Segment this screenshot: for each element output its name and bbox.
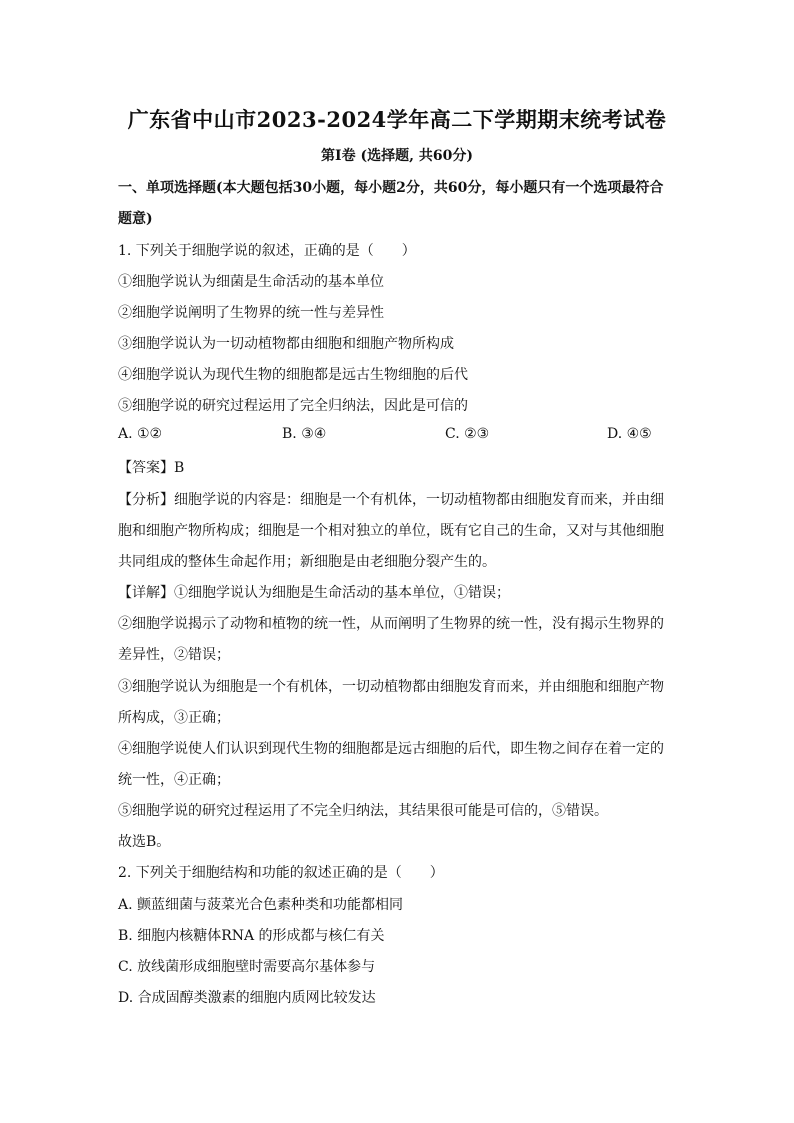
q1-item: ④细胞学说认为现代生物的细胞都是远古生物细胞的后代	[118, 367, 468, 383]
q1-stem: 1. 下列关于细胞学说的叙述，正确的是（ ）	[118, 243, 416, 259]
q2-option-a: A. 颤蓝细菌与菠菜光合色素种类和功能都相同	[118, 897, 404, 913]
q1-option-d: D. ④⑤	[607, 426, 652, 442]
q2-option-b: B. 细胞内核糖体RNA 的形成都与核仁有关	[118, 928, 385, 944]
q1-answer: 【答案】B	[118, 460, 185, 476]
q1-detail-line: ③细胞学说认为细胞是一个有机体，一切动植物都由细胞发育而来，并由细胞和细胞产物	[118, 679, 664, 695]
q1-analysis-line: 胞和细胞产物所构成；细胞是一个相对独立的单位，既有它自己的生命，又对与其他细胞	[118, 523, 664, 539]
page-subtitle: 第Ⅰ卷 (选择题, 共60分)	[321, 148, 473, 164]
q2-stem: 2. 下列关于细胞结构和功能的叙述正确的是（ ）	[118, 865, 444, 881]
section-heading-line1: 一、单项选择题(本大题包括30小题，每小题2分，共60分，每小题只有一个选项最符合	[118, 180, 664, 196]
q1-option-b: B. ③④	[282, 426, 327, 442]
q1-detail-line: ④细胞学说使人们认识到现代生物的细胞都是远古细胞的后代，即生物之间存在着一定的	[118, 741, 664, 757]
q1-option-c: C. ②③	[445, 426, 490, 442]
q1-detail-line: 所构成，③正确；	[118, 710, 230, 726]
q1-detail-line: 统一性，④正确；	[118, 772, 230, 788]
q1-item: ①细胞学说认为细菌是生命活动的基本单位	[118, 274, 384, 290]
q1-detail-line: 【详解】①细胞学说认为细胞是生命活动的基本单位，①错误；	[118, 585, 510, 601]
page-title: 广东省中山市2023-2024学年高二下学期期末统考试卷	[127, 107, 667, 132]
q1-analysis-line: 共同组成的整体生命起作用；新细胞是由老细胞分裂产生的。	[118, 554, 496, 570]
q1-detail-line: ⑤细胞学说的研究过程运用了不完全归纳法，其结果很可能是可信的，⑤错误。	[118, 803, 608, 819]
q2-option-d: D. 合成固醇类激素的细胞内质网比较发达	[118, 990, 376, 1006]
q1-conclusion: 故选B。	[118, 834, 171, 850]
q1-analysis-line: 【分析】细胞学说的内容是：细胞是一个有机体，一切动植物都由细胞发育而来，并由细	[118, 492, 664, 508]
section-heading-line2: 题意)	[118, 211, 153, 227]
q1-item: ③细胞学说认为一切动植物都由细胞和细胞产物所构成	[118, 336, 454, 352]
q1-option-a: A. ①②	[118, 426, 163, 442]
q1-detail-line: 差异性，②错误；	[118, 647, 230, 663]
q1-item: ②细胞学说阐明了生物界的统一性与差异性	[118, 305, 384, 321]
q2-option-c: C. 放线菌形成细胞壁时需要高尔基体参与	[118, 959, 376, 975]
q1-detail-line: ②细胞学说揭示了动物和植物的统一性，从而阐明了生物界的统一性，没有揭示生物界的	[118, 616, 664, 632]
q1-item: ⑤细胞学说的研究过程运用了完全归纳法，因此是可信的	[118, 398, 468, 414]
